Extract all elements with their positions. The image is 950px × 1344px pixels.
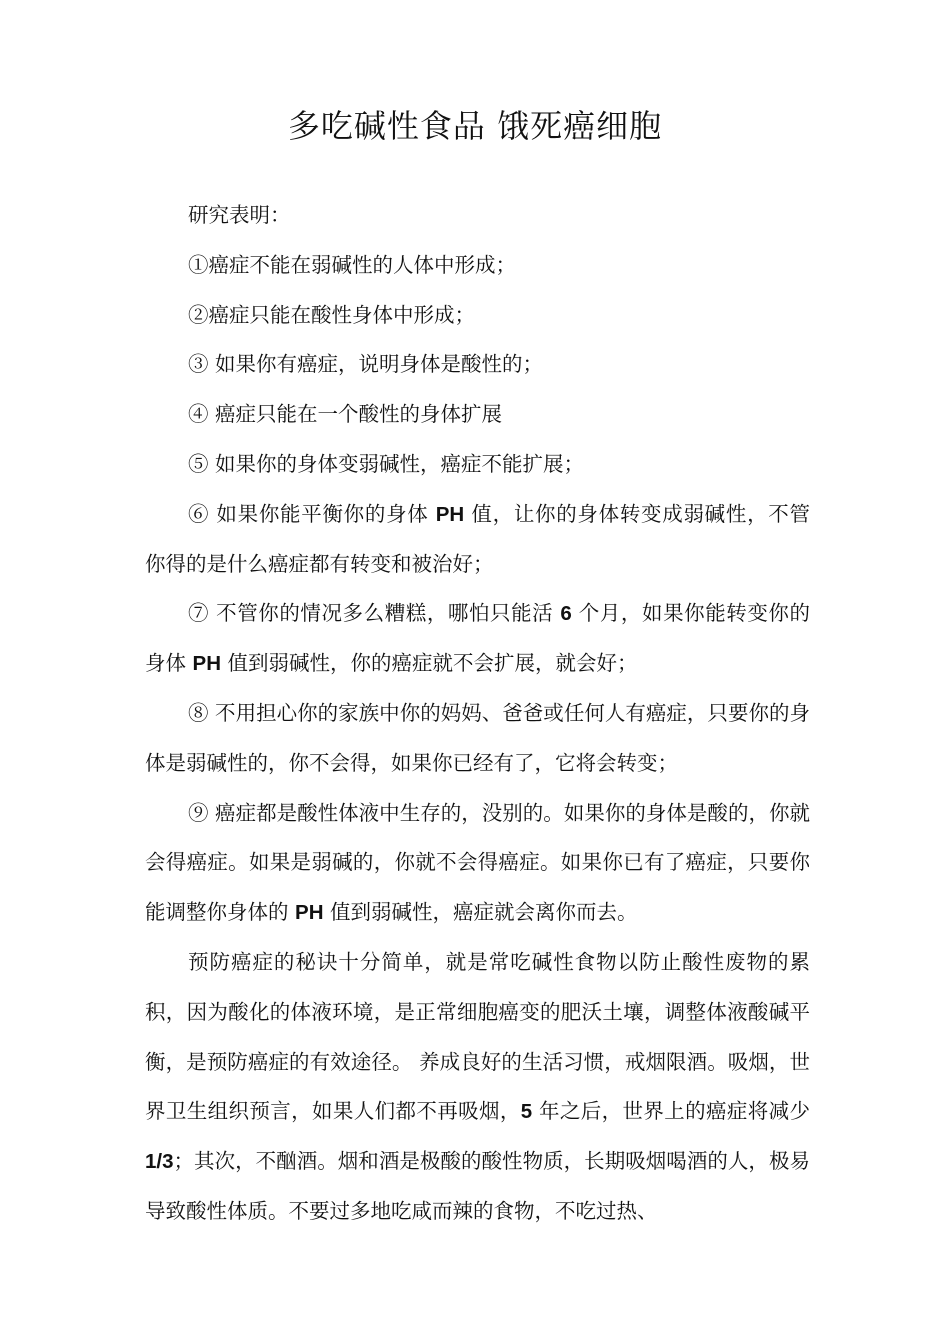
text-run: ；其次，不酗酒。烟和酒是极酸的酸性物质，长期吸烟喝酒的人，极易导致酸性体质。不要过多地吃咸而辣的食物，不吃过热、 <box>145 1149 810 1223</box>
paragraph-point-5: ⑤ 如果你的身体变弱碱性，癌症不能扩展； <box>188 451 585 476</box>
text-run: ⑦ 不管你的情况多么糟糕，哪怕只能活 <box>188 601 561 626</box>
document-title: 多吃碱性食品 饿死癌细胞 <box>287 107 663 145</box>
paragraph-intro: 研究表明： <box>188 203 291 227</box>
document-body <box>145 191 810 1237</box>
ph-term: PH <box>295 901 324 925</box>
text-run: ⑥ 如果你能平衡你的身体 <box>188 501 436 526</box>
text-run: 预防癌症的秘诀十分简单，就是常吃碱性食物以防止酸性废物的累积，因为酸化的体液环境，是正常细胞癌变的肥沃土壤，调整体液酸碱平衡，是预防癌症的有效途径。 养成良好的生活习惯，戒烟限酒。吸烟，世界卫生组织预言，如果人们都不再吸烟， <box>145 949 810 1124</box>
paragraph-point-9 <box>145 789 810 938</box>
paragraph-point-2: ②癌症只能在酸性身体中形成； <box>188 302 475 327</box>
text-run: 值到弱碱性，你的癌症就不会扩展，就会好； <box>221 651 638 676</box>
paragraph-point-8: ⑧ 不用担心你的家族中你的妈妈、爸爸或任何人有癌症，只要你的身体是弱碱性的，你不会得，如果你已经有了，它将会转变； <box>145 700 810 775</box>
text-run: 值，让你的身体转变成弱碱性，不管你得的是什么癌症都有转变和被治好； <box>145 501 810 576</box>
paragraph-point-3: ③ 如果你有癌症，说明身体是酸性的； <box>188 352 544 377</box>
text-run: 值到弱碱性，癌症就会离你而去。 <box>323 900 638 925</box>
fraction-number: 1/3 <box>145 1150 174 1174</box>
text-run: ⑨ 癌症都是酸性体液中生存的，没别的。如果你的身体是酸的，你就会得癌症。如果是弱碱的，你就不会得癌症。如果你已有了癌症，只要你能调整你身体的 <box>145 800 810 925</box>
years-number: 5 <box>520 1100 533 1124</box>
paragraph-point-4: ④ 癌症只能在一个酸性的身体扩展 <box>188 402 503 427</box>
ph-term: PH <box>435 502 465 526</box>
months-number: 6 <box>560 602 572 626</box>
paragraph-point-6 <box>145 490 810 590</box>
paragraph-point-7 <box>145 589 810 689</box>
paragraph-prevention <box>145 938 810 1237</box>
text-run: 个月，如果你能转变你的身体 <box>145 601 810 676</box>
ph-term: PH <box>192 652 222 676</box>
text-run: 年之后，世界上的癌症将减少 <box>532 1099 811 1124</box>
paragraph-point-1: ①癌症不能在弱碱性的人体中形成； <box>188 252 516 277</box>
